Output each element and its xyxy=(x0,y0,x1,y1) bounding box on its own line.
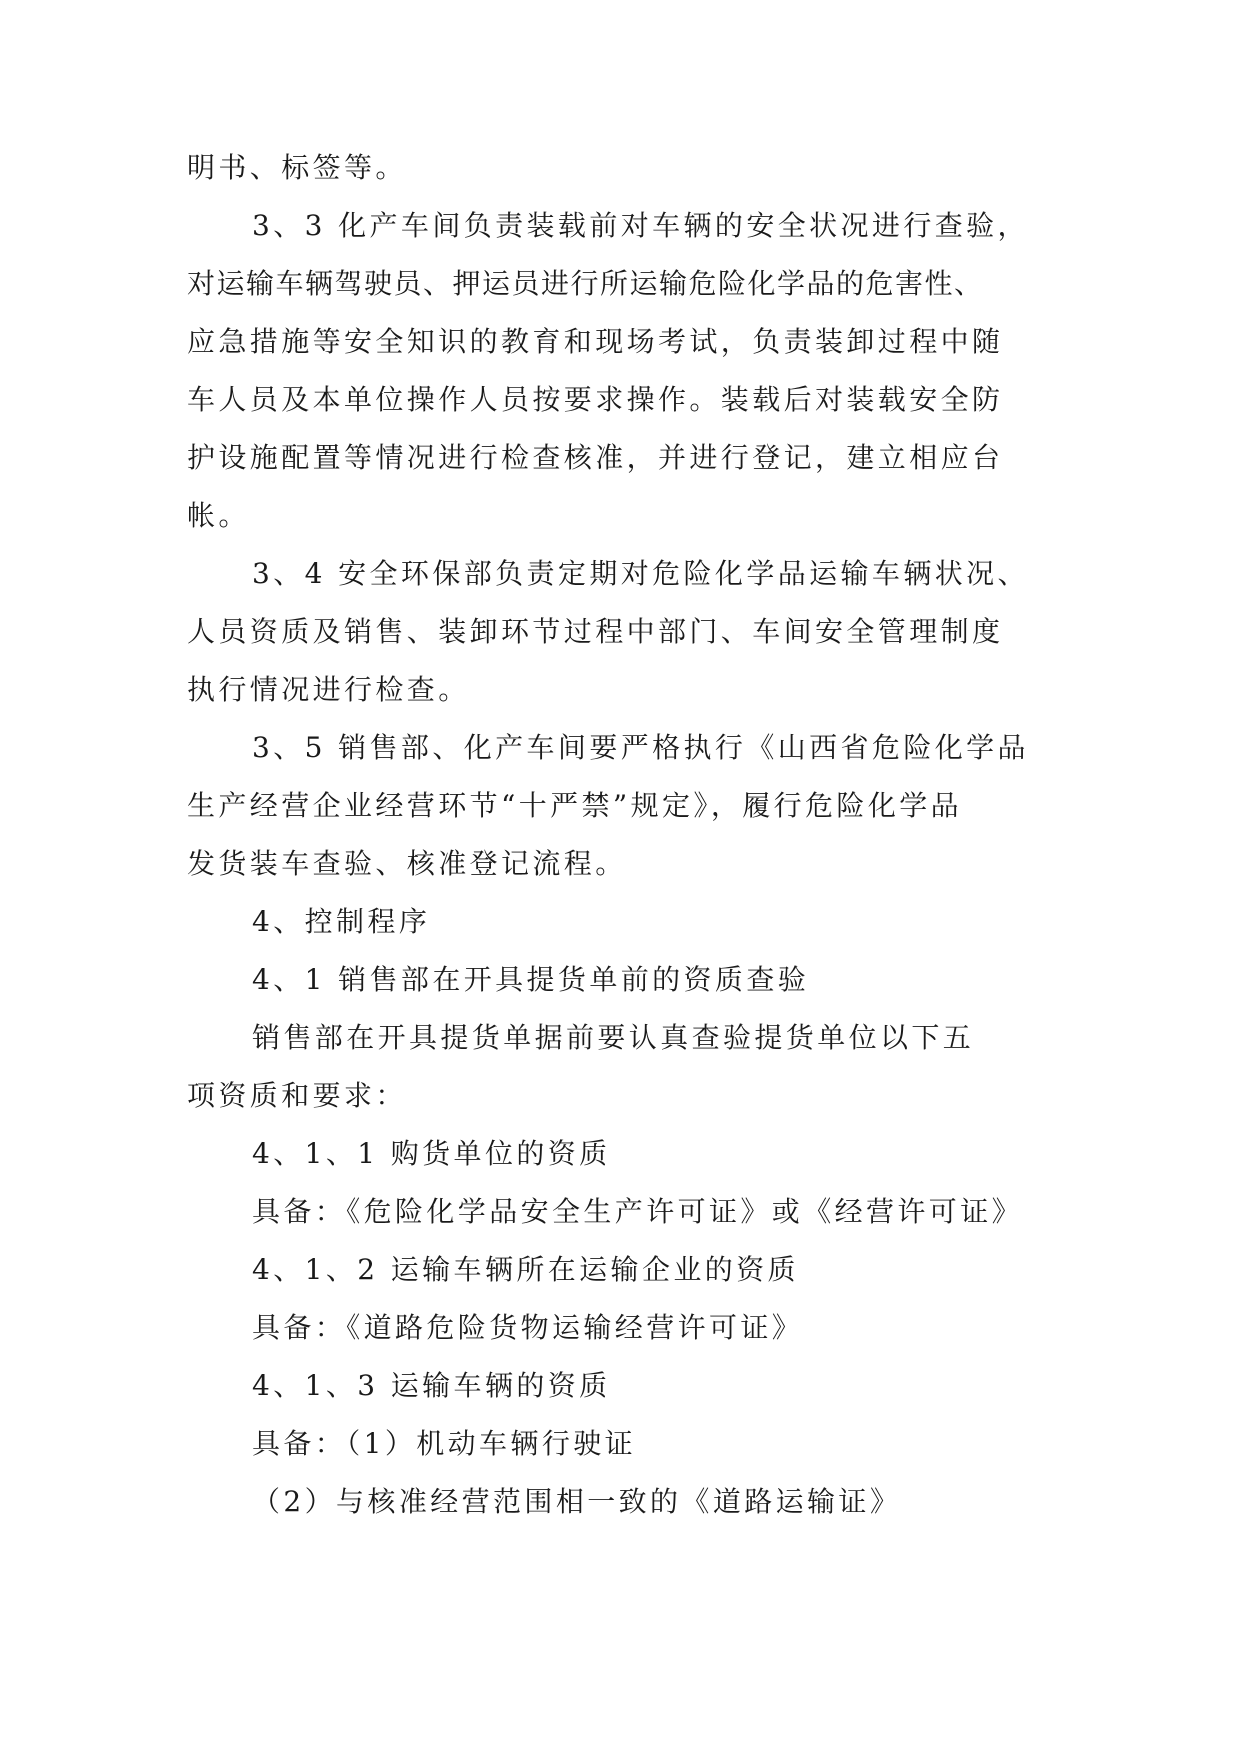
text-line: 明书、标签等。 xyxy=(187,151,407,184)
text-line: 车人员及本单位操作人员按要求操作。装载后对装载安全防 xyxy=(187,383,1004,416)
subsection-heading: 4、1、1 购货单位的资质 xyxy=(252,1137,611,1170)
text-line: 项资质和要求： xyxy=(187,1079,407,1112)
subsection-heading: 4、1 销售部在开具提货单前的资质查验 xyxy=(252,963,810,996)
text-line: 生产经营企业经营环节“十严禁”规定》，履行危险化学品 xyxy=(187,789,963,822)
text-line: 具备：（1）机动车辆行驶证 xyxy=(252,1427,637,1460)
text-line: 3、5 销售部、化产车间要严格执行《山西省危险化学品 xyxy=(252,731,1029,764)
subsection-heading: 4、1、3 运输车辆的资质 xyxy=(252,1369,611,1402)
text-line: 销售部在开具提货单据前要认真查验提货单位以下五 xyxy=(252,1021,975,1054)
text-line: 具备：《危险化学品安全生产许可证》或《经营许可证》 xyxy=(252,1195,1024,1228)
text-line: 应急措施等安全知识的教育和现场考试，负责装卸过程中随 xyxy=(187,325,1004,358)
text-line: （2）与核准经营范围相一致的《道路运输证》 xyxy=(252,1485,902,1518)
subsection-heading: 4、1、2 运输车辆所在运输企业的资质 xyxy=(252,1253,799,1286)
text-line: 发货装车查验、核准登记流程。 xyxy=(187,847,627,880)
text-line: 执行情况进行检查。 xyxy=(187,673,470,706)
text-line: 具备：《道路危险货物运输经营许可证》 xyxy=(252,1311,804,1344)
text-line: 人员资质及销售、装卸环节过程中部门、车间安全管理制度 xyxy=(187,615,1004,648)
section-heading: 4、控制程序 xyxy=(252,905,431,938)
text-line: 3、4 安全环保部负责定期对危险化学品运输车辆状况、 xyxy=(252,557,1029,590)
text-line: 对运输车辆驾驶员、押运员进行所运输危险化学品的危害性、 xyxy=(187,267,984,300)
text-line: 护设施配置等情况进行检查核准，并进行登记，建立相应台 xyxy=(187,441,1004,474)
text-line: 帐。 xyxy=(187,499,250,532)
text-line: 3、3 化产车间负责装载前对车辆的安全状况进行查验， xyxy=(252,209,1029,242)
